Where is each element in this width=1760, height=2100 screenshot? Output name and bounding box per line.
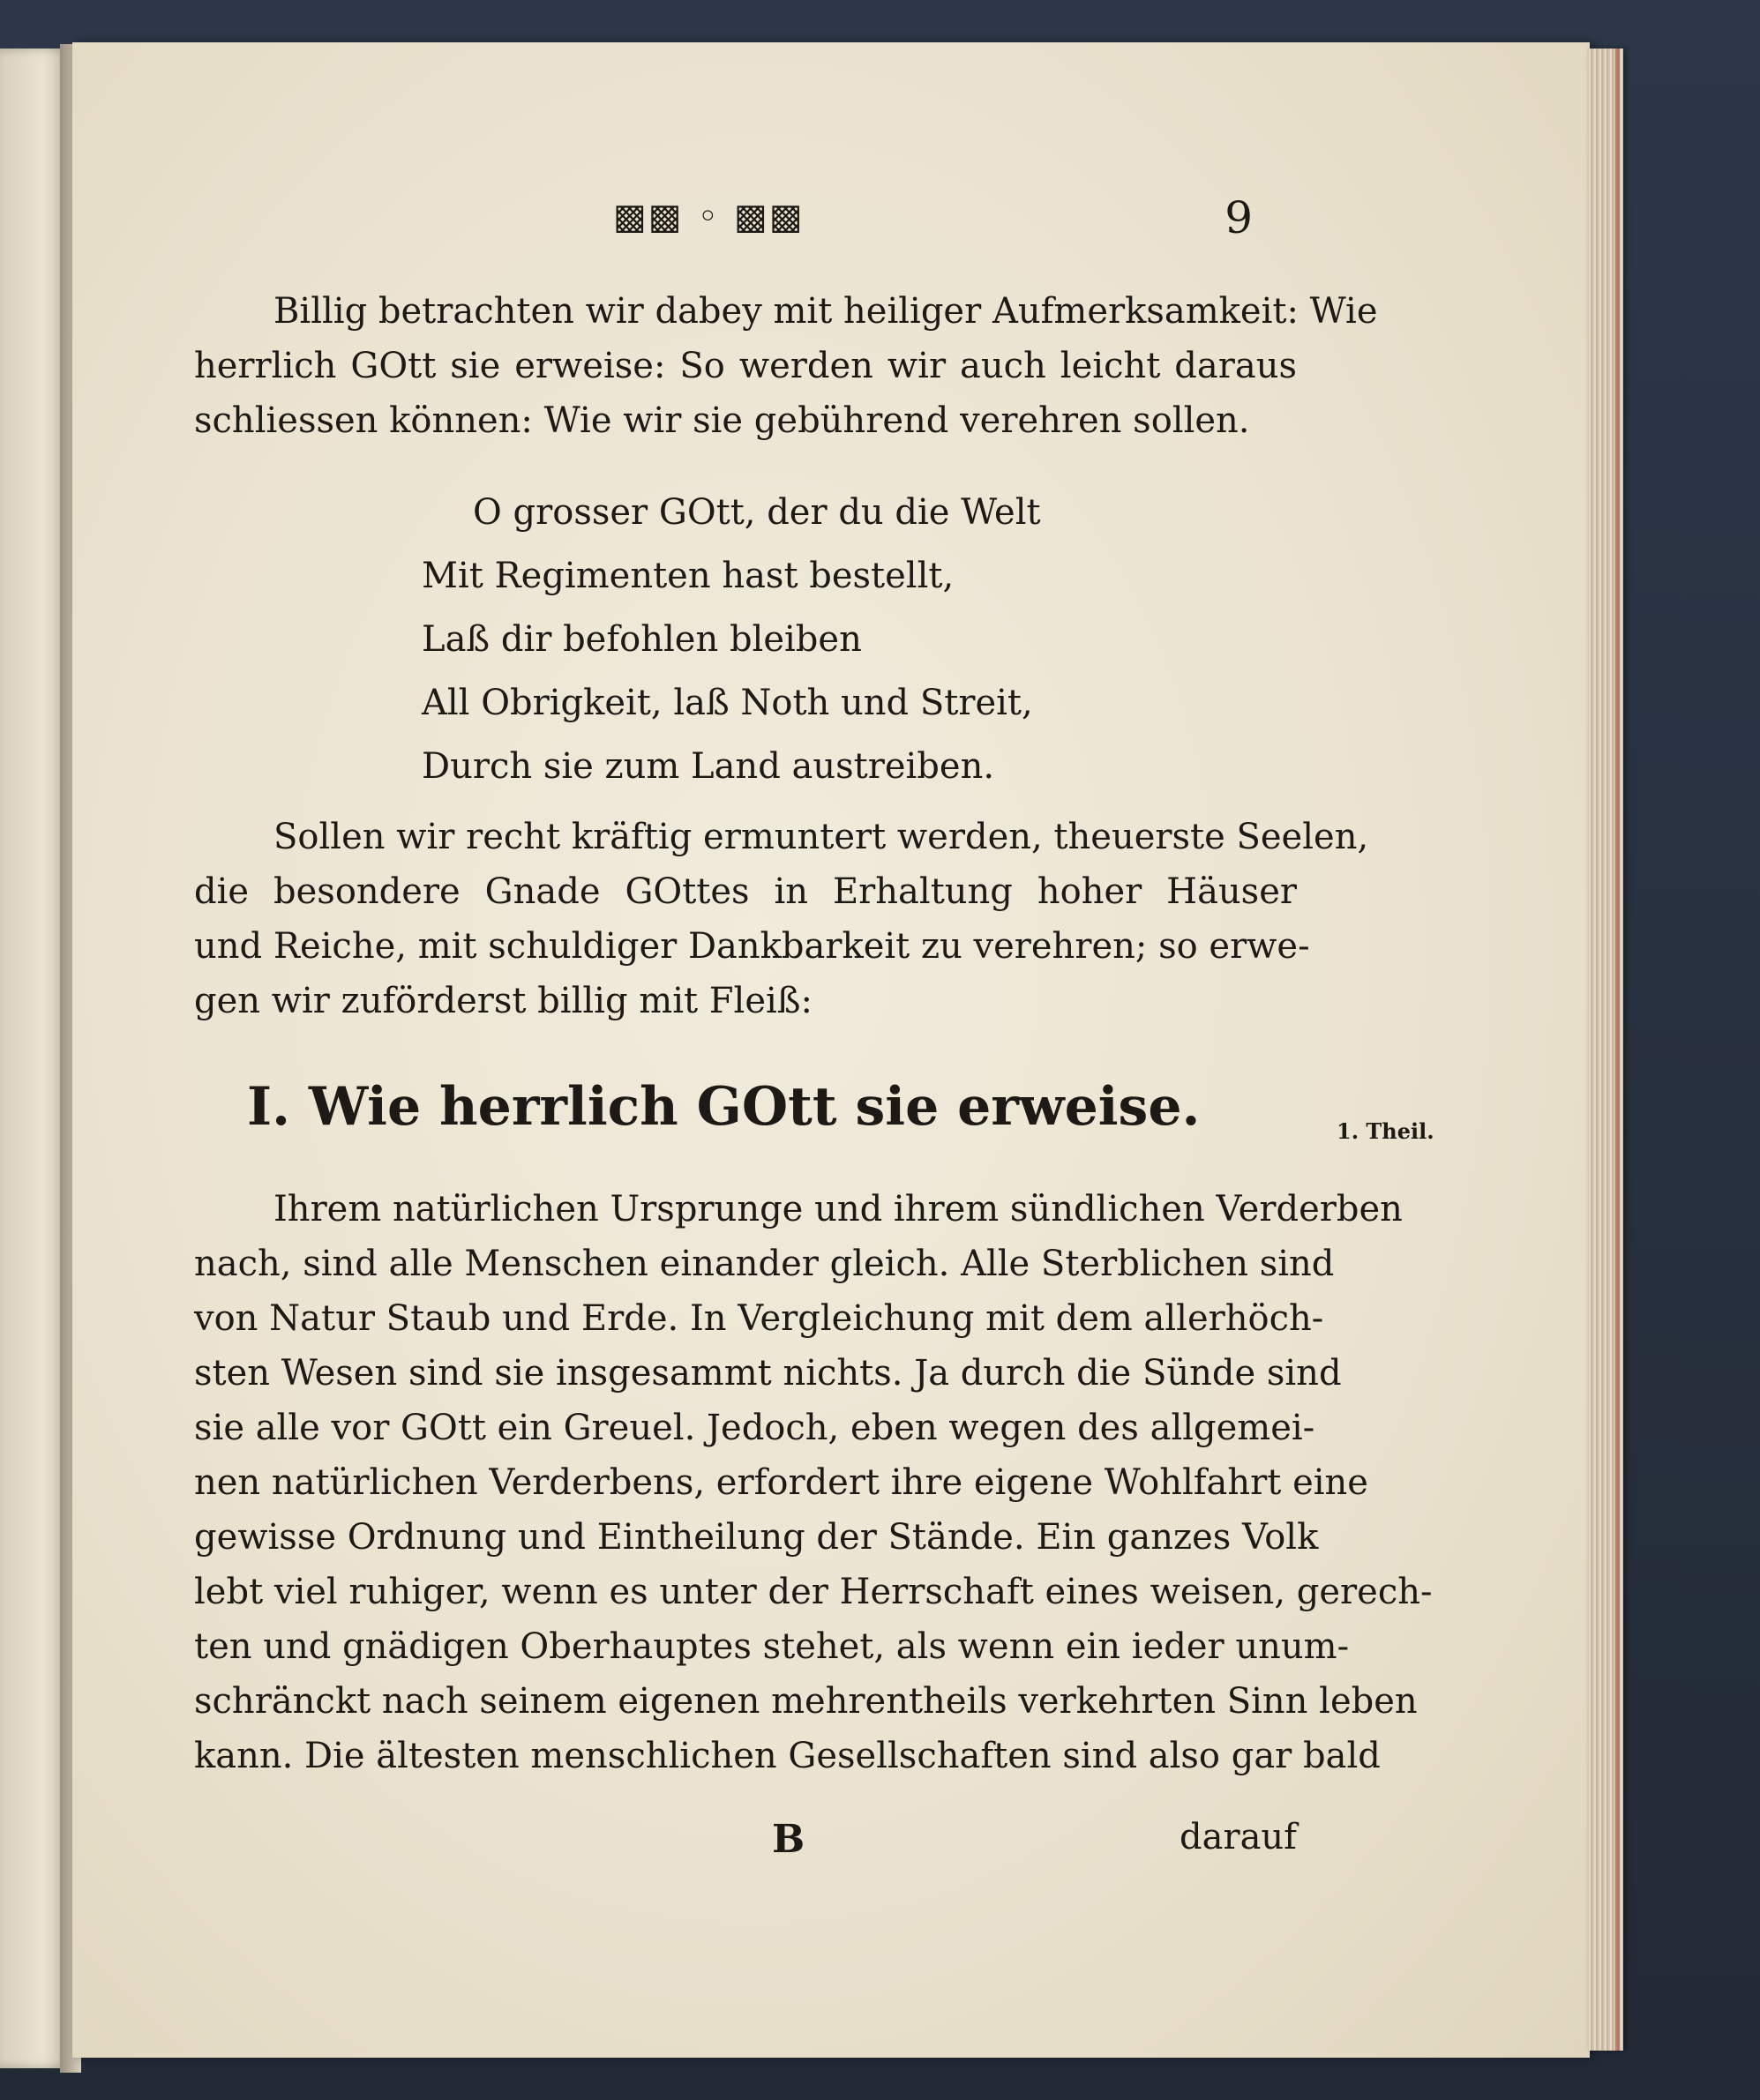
text-line: gewisse Ordnung und Eintheilung der Stände. Ein ganzes Volk — [194, 1517, 1319, 1558]
text-line: Billig betrachten wir dabey mit heiliger Aufmerksamkeit: Wie — [273, 291, 1378, 332]
verse-line: Durch sie zum Land austreiben. — [422, 746, 995, 787]
text-line: ten und gnädigen Oberhauptes stehet, als wenn ein ieder unum- — [194, 1626, 1350, 1667]
section-heading: I. Wie herrlich GOtt sie erweise. — [247, 1076, 1201, 1138]
paragraph-body — [194, 1182, 1433, 1783]
text-line: schränckt nach seinem eigenen mehrentheils verkehrten Sinn leben — [194, 1681, 1418, 1722]
text-line: die besondere Gnade GOttes in Erhaltung hoher Häuser — [194, 871, 1297, 912]
header-ornament: ▩▩ ◦ ▩▩ — [613, 196, 805, 237]
text-line: herrlich GOtt sie erweise: So werden wir auch leicht daraus — [194, 346, 1297, 386]
page-number: 9 — [1225, 192, 1253, 243]
text-line: sten Wesen sind sie insgesammt nichts. Ja durch die Sünde sind — [194, 1353, 1342, 1394]
text-line: Sollen wir recht kräftig ermuntert werden, theuerste Seelen, — [273, 817, 1369, 857]
verse-line: All Obrigkeit, laß Noth und Streit, — [422, 683, 1033, 723]
text-line: und Reiche, mit schuldiger Dankbarkeit zu verehren; so erwe- — [194, 926, 1310, 967]
text-line: nen natürlichen Verderbens, erfordert ihre eigene Wohlfahrt eine — [194, 1462, 1368, 1503]
text-line: von Natur Staub und Erde. In Vergleichung mit dem allerhöch- — [194, 1298, 1324, 1339]
paragraph-exhortation — [194, 810, 1369, 1028]
text-line: kann. Die ältesten menschlichen Gesellschaften sind also gar bald — [194, 1736, 1381, 1776]
catchword: darauf — [1180, 1817, 1297, 1857]
text-line: schliessen können: Wie wir sie gebührend verehren sollen. — [194, 400, 1250, 441]
running-header — [613, 192, 1253, 245]
text-line: gen wir zuförderst billig mit Fleiß: — [194, 981, 813, 1021]
paragraph-intro — [194, 284, 1378, 448]
margin-note: 1. Theil. — [1337, 1118, 1434, 1144]
verse-line: O grosser GOtt, der du die Welt — [473, 492, 1041, 533]
verse-line: Laß dir befohlen bleiben — [422, 619, 862, 660]
signature-mark: B — [772, 1817, 805, 1862]
text-line: nach, sind alle Menschen einander gleich. Alle Sterblichen sind — [194, 1244, 1335, 1284]
text-line: lebt viel ruhiger, wenn es unter der Herrschaft eines weisen, gerech- — [194, 1572, 1433, 1612]
text-line: Ihrem natürlichen Ursprunge und ihrem sündlichen Verderben — [273, 1189, 1403, 1229]
page-footer — [194, 1817, 1297, 1870]
hymn-verse — [422, 481, 1110, 798]
text-line: sie alle vor GOtt ein Greuel. Jedoch, eben wegen des allgemei- — [194, 1408, 1315, 1448]
page-block-edges — [1588, 49, 1623, 2051]
verse-line: Mit Regimenten hast bestellt, — [422, 556, 955, 596]
